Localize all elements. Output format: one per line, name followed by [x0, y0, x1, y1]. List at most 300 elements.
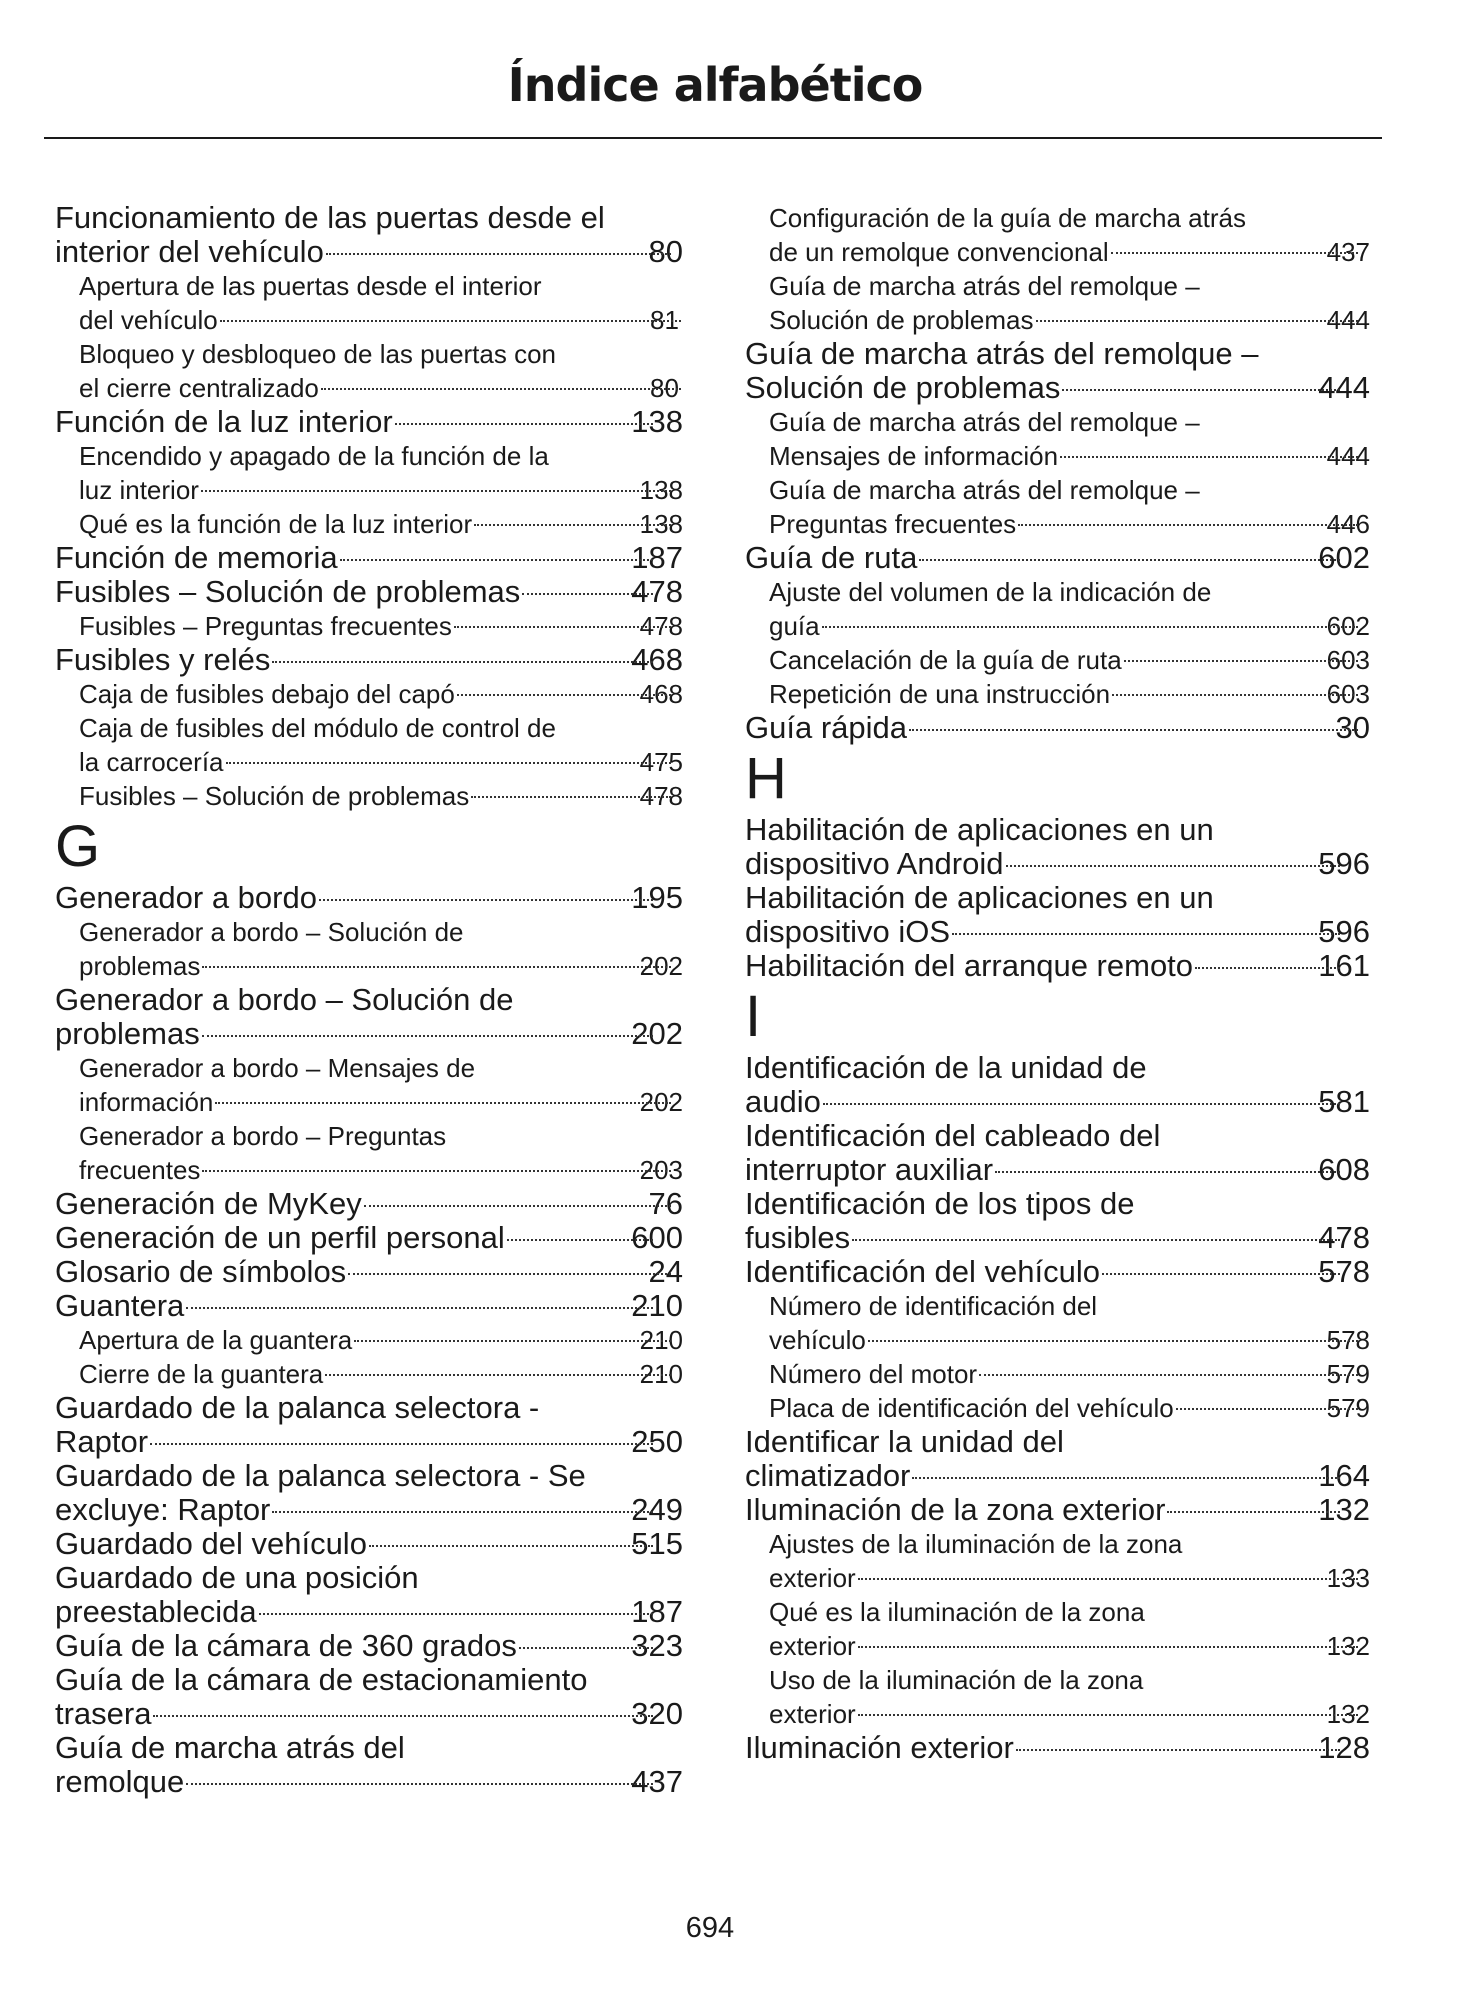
- entry-final-line: [745, 914, 1370, 949]
- entry-term: del vehículo: [79, 305, 218, 335]
- entry-text: [745, 1731, 1370, 1765]
- entry-term: preestablecida: [55, 1594, 257, 1629]
- index-subentry: [55, 1323, 683, 1357]
- entry-term: Preguntas frecuentes: [769, 509, 1017, 539]
- entry-final-line: [55, 1254, 683, 1289]
- entry-lead-text: Guía de marcha atrás del remolque –: [745, 336, 1259, 371]
- entry-term: dispositivo Android: [745, 846, 1004, 881]
- index-entry: [745, 1493, 1370, 1527]
- entry-final-line: [745, 1492, 1370, 1527]
- dot-leader: [369, 1545, 653, 1547]
- index-entry: [55, 1289, 683, 1323]
- entry-final-line: [55, 1492, 683, 1527]
- index-subentry: [55, 439, 683, 507]
- dot-leader: [1112, 694, 1358, 696]
- entry-lead-text: Apertura de las puertas desde el interior: [79, 271, 542, 301]
- entry-text: [55, 269, 683, 337]
- entry-page-number: 444: [1326, 305, 1370, 335]
- dot-leader: [858, 1578, 1358, 1580]
- entry-term: la carrocería: [79, 747, 224, 777]
- entry-term: Apertura de la guantera: [79, 1325, 353, 1355]
- entry-text: [745, 337, 1370, 405]
- entry-text: [55, 575, 683, 609]
- entry-term: problemas: [55, 1016, 200, 1051]
- dot-leader: [909, 729, 1358, 731]
- entry-term: Función de la luz interior: [55, 404, 393, 439]
- entry-page-number: 161: [1318, 948, 1370, 983]
- dot-leader: [226, 762, 671, 764]
- entry-text: [55, 1255, 683, 1289]
- index-subentry: [745, 269, 1370, 337]
- dot-leader: [321, 388, 681, 390]
- index-entry: [745, 1255, 1370, 1289]
- entry-final-line: [55, 1220, 683, 1255]
- entry-text: [55, 1187, 683, 1221]
- entry-page-number: 579: [1326, 1359, 1370, 1389]
- section-letter: G: [55, 814, 101, 879]
- dot-leader: [507, 1239, 653, 1241]
- entry-text: [55, 1051, 683, 1119]
- index-subentry: [745, 677, 1370, 711]
- dot-leader: [354, 1340, 670, 1342]
- entry-term: Cancelación de la guía de ruta: [769, 645, 1122, 675]
- entry-lead-text: Identificar la unidad del: [745, 1424, 1064, 1459]
- entry-final-line: [79, 1085, 683, 1119]
- entry-lead-text: Generador a bordo – Solución de: [79, 917, 464, 947]
- entry-final-line: [55, 1764, 683, 1799]
- entry-lead-text: Generador a bordo – Preguntas: [79, 1121, 447, 1151]
- title-rule: [44, 137, 1382, 139]
- entry-lead-text: Ajuste del volumen de la indicación de: [769, 577, 1212, 607]
- entry-text: [745, 643, 1370, 677]
- entry-page-number: 475: [639, 747, 683, 777]
- index-entry: [745, 1731, 1370, 1765]
- entry-text: [55, 541, 683, 575]
- entry-final-line: [745, 370, 1370, 405]
- entry-text: [55, 1289, 683, 1323]
- entry-page-number: 76: [648, 1186, 683, 1221]
- entry-page-number: 132: [1326, 1699, 1370, 1729]
- entry-term: trasera: [55, 1696, 152, 1731]
- dot-leader: [1167, 1511, 1340, 1513]
- entry-text: [55, 1119, 683, 1187]
- entry-final-line: [745, 1730, 1370, 1765]
- entry-page-number: 446: [1326, 509, 1370, 539]
- entry-lead-text: Guía de la cámara de estacionamiento: [55, 1662, 588, 1697]
- entry-page-number: 444: [1326, 441, 1370, 471]
- entry-page-number: 437: [1326, 237, 1370, 267]
- index-entry: [55, 1187, 683, 1221]
- entry-text: [55, 1221, 683, 1255]
- entry-lead-text: Configuración de la guía de marcha atrás: [769, 203, 1246, 233]
- entry-lead-text: Habilitación de aplicaciones en un: [745, 880, 1214, 915]
- entry-term: Número del motor: [769, 1359, 978, 1389]
- entry-text: [55, 779, 683, 813]
- entry-text: [745, 1425, 1370, 1493]
- index-entry: [745, 1119, 1370, 1187]
- entry-final-line: [79, 473, 683, 507]
- index-subentry: [745, 1289, 1370, 1357]
- entry-lead-text: Uso de la iluminación de la zona: [769, 1665, 1144, 1695]
- entry-term: Guardado del vehículo: [55, 1526, 367, 1561]
- entry-term: el cierre centralizado: [79, 373, 319, 403]
- entry-page-number: 138: [639, 475, 683, 505]
- dot-leader: [215, 1102, 670, 1104]
- entry-term: Generación de un perfil personal: [55, 1220, 505, 1255]
- dot-leader: [202, 1170, 670, 1172]
- entry-final-line: [769, 1357, 1370, 1391]
- dot-leader: [1006, 865, 1341, 867]
- entry-term: Mensajes de información: [769, 441, 1059, 471]
- entry-term: Iluminación de la zona exterior: [745, 1492, 1166, 1527]
- entry-final-line: [55, 880, 683, 915]
- entry-lead-text: Generador a bordo – Solución de: [55, 982, 514, 1017]
- entry-term: Solución de problemas: [769, 305, 1034, 335]
- dot-leader: [326, 253, 671, 255]
- dot-leader: [919, 559, 1340, 561]
- entry-lead-text: Ajustes de la iluminación de la zona: [769, 1529, 1183, 1559]
- page-number: 694: [685, 1912, 735, 1944]
- dot-leader: [202, 1035, 654, 1037]
- entry-text: [745, 1493, 1370, 1527]
- entry-text: [745, 1255, 1370, 1289]
- entry-text: [745, 473, 1370, 541]
- entry-term: problemas: [79, 951, 201, 981]
- index-subentry: [745, 473, 1370, 541]
- entry-text: [55, 1561, 683, 1629]
- dot-leader: [868, 1340, 1358, 1342]
- entry-final-line: [769, 1629, 1370, 1663]
- entry-term: Fusibles – Solución de problemas: [55, 574, 521, 609]
- entry-page-number: 478: [639, 611, 683, 641]
- entry-lead-text: Habilitación de aplicaciones en un: [745, 812, 1214, 847]
- entry-term: Fusibles – Solución de problemas: [79, 781, 470, 811]
- entry-lead-text: Guía de marcha atrás del: [55, 1730, 405, 1765]
- entry-term: luz interior: [79, 475, 199, 505]
- entry-page-number: 210: [631, 1288, 683, 1323]
- entry-final-line: [769, 439, 1370, 473]
- entry-final-line: [55, 1288, 683, 1323]
- entry-final-line: [745, 948, 1370, 983]
- index-entry: [55, 1663, 683, 1731]
- index-subentry: [55, 507, 683, 541]
- entry-term: Guía rápida: [745, 710, 907, 745]
- entry-lead-text: Generador a bordo – Mensajes de: [79, 1053, 476, 1083]
- entry-text: [745, 541, 1370, 575]
- entry-final-line: [55, 1526, 683, 1561]
- dot-leader: [1060, 456, 1358, 458]
- entry-term: frecuentes: [79, 1155, 201, 1185]
- entry-final-line: [745, 1254, 1370, 1289]
- dot-leader: [186, 1307, 653, 1309]
- entry-term: Habilitación del arranque remoto: [745, 948, 1194, 983]
- index-subentry: [55, 711, 683, 779]
- entry-text: [55, 201, 683, 269]
- entry-page-number: 603: [1326, 679, 1370, 709]
- dot-leader: [1195, 967, 1340, 969]
- index-subentry: [55, 1119, 683, 1187]
- index-entry: [745, 711, 1370, 745]
- entry-term: climatizador: [745, 1458, 911, 1493]
- entry-page-number: 602: [1326, 611, 1370, 641]
- dot-leader: [340, 559, 654, 561]
- index-subentry: [745, 1391, 1370, 1425]
- entry-page-number: 515: [631, 1526, 683, 1561]
- dot-leader: [186, 1783, 653, 1785]
- entry-term: dispositivo iOS: [745, 914, 951, 949]
- entry-page-number: 579: [1326, 1393, 1370, 1423]
- entry-page-number: 437: [631, 1764, 683, 1799]
- entry-page-number: 187: [631, 540, 683, 575]
- dot-leader: [259, 1613, 654, 1615]
- dot-leader: [474, 524, 670, 526]
- dot-leader: [952, 933, 1340, 935]
- index-subentry: [55, 779, 683, 813]
- dot-leader: [153, 1715, 653, 1717]
- index-entry: [55, 1255, 683, 1289]
- entry-page-number: 444: [1318, 370, 1370, 405]
- entry-text: [55, 915, 683, 983]
- dot-leader: [823, 1103, 1340, 1105]
- entry-page-number: 132: [1326, 1631, 1370, 1661]
- entry-text: [745, 1527, 1370, 1595]
- index-subentry: [745, 1357, 1370, 1391]
- entry-page-number: 164: [1318, 1458, 1370, 1493]
- dot-leader: [858, 1714, 1358, 1716]
- entry-final-line: [769, 507, 1370, 541]
- right-index-column: [745, 201, 1370, 1765]
- index-subentry: [55, 1357, 683, 1391]
- entry-final-line: [79, 1357, 683, 1391]
- entry-page-number: 250: [631, 1424, 683, 1459]
- entry-term: Guía de ruta: [745, 540, 918, 575]
- entry-term: exterior: [769, 1631, 856, 1661]
- page-title: Índice alfabético: [507, 58, 923, 112]
- dot-leader: [519, 1647, 653, 1649]
- dot-leader: [912, 1477, 1340, 1479]
- entry-page-number: 24: [648, 1254, 683, 1289]
- entry-final-line: [79, 1323, 683, 1357]
- entry-final-line: [745, 710, 1370, 745]
- entry-term: Fusibles y relés: [55, 642, 271, 677]
- index-entry: [745, 1051, 1370, 1119]
- index-subentry: [745, 201, 1370, 269]
- entry-term: Raptor: [55, 1424, 149, 1459]
- index-entry: [55, 1221, 683, 1255]
- entry-term: información: [79, 1087, 214, 1117]
- entry-final-line: [79, 1153, 683, 1187]
- index-subentry: [55, 1051, 683, 1119]
- dot-leader: [150, 1443, 653, 1445]
- entry-lead-text: Identificación del cableado del: [745, 1118, 1161, 1153]
- entry-text: [55, 1629, 683, 1663]
- entry-final-line: [769, 643, 1370, 677]
- entry-final-line: [769, 1391, 1370, 1425]
- entry-page-number: 138: [639, 509, 683, 539]
- dot-leader: [1018, 524, 1357, 526]
- entry-lead-text: Identificación de los tipos de: [745, 1186, 1135, 1221]
- entry-term: Función de memoria: [55, 540, 338, 575]
- entry-text: [745, 405, 1370, 473]
- entry-text: [55, 711, 683, 779]
- entry-final-line: [769, 1561, 1370, 1595]
- entry-text: [55, 1731, 683, 1799]
- entry-text: [745, 949, 1370, 983]
- entry-page-number: 608: [1318, 1152, 1370, 1187]
- entry-final-line: [769, 1697, 1370, 1731]
- entry-final-line: [55, 1016, 683, 1051]
- entry-text: [55, 677, 683, 711]
- index-entry: [55, 881, 683, 915]
- dot-leader: [220, 320, 681, 322]
- entry-term: Cierre de la guantera: [79, 1359, 324, 1389]
- index-entry: [55, 1459, 683, 1527]
- entry-page-number: 202: [639, 1087, 683, 1117]
- entry-final-line: [745, 1220, 1370, 1255]
- entry-page-number: 468: [631, 642, 683, 677]
- entry-final-line: [55, 1424, 683, 1459]
- entry-page-number: 596: [1318, 914, 1370, 949]
- entry-page-number: 478: [1318, 1220, 1370, 1255]
- entry-lead-text: Número de identificación del: [769, 1291, 1098, 1321]
- entry-page-number: 578: [1318, 1254, 1370, 1289]
- index-entry: [55, 1527, 683, 1561]
- entry-final-line: [745, 1458, 1370, 1493]
- index-entry: [745, 949, 1370, 983]
- entry-final-line: [769, 235, 1370, 269]
- entry-term: vehículo: [769, 1325, 866, 1355]
- entry-page-number: 249: [631, 1492, 683, 1527]
- entry-text: [55, 1459, 683, 1527]
- entry-final-line: [79, 507, 683, 541]
- entry-text: [55, 1357, 683, 1391]
- entry-page-number: 210: [639, 1325, 683, 1355]
- index-entry: [55, 1629, 683, 1663]
- entry-text: [745, 711, 1370, 745]
- dot-leader: [1111, 252, 1358, 254]
- entry-page-number: 468: [639, 679, 683, 709]
- entry-final-line: [769, 303, 1370, 337]
- entry-text: [745, 1357, 1370, 1391]
- entry-final-line: [769, 677, 1370, 711]
- entry-term: exterior: [769, 1699, 856, 1729]
- entry-page-number: 600: [631, 1220, 683, 1255]
- entry-term: interior del vehículo: [55, 234, 324, 269]
- entry-text: [55, 507, 683, 541]
- entry-text: [55, 609, 683, 643]
- entry-lead-text: Bloqueo y desbloqueo de las puertas con: [79, 339, 557, 369]
- index-subentry: [55, 609, 683, 643]
- dot-leader: [395, 423, 654, 425]
- dot-leader: [457, 694, 671, 696]
- entry-text: [55, 643, 683, 677]
- dot-leader: [1176, 1408, 1358, 1410]
- entry-final-line: [745, 540, 1370, 575]
- entry-lead-text: Guía de marcha atrás del remolque –: [769, 407, 1200, 437]
- index-subentry: [745, 1595, 1370, 1663]
- entry-lead-text: Guardado de una posición: [55, 1560, 419, 1595]
- dot-leader: [858, 1646, 1358, 1648]
- dot-leader: [1036, 320, 1358, 322]
- entry-page-number: 203: [639, 1155, 683, 1185]
- dot-leader: [202, 966, 670, 968]
- entry-page-number: 80: [648, 234, 683, 269]
- entry-lead-text: Guía de marcha atrás del remolque –: [769, 271, 1200, 301]
- entry-final-line: [55, 404, 683, 439]
- entry-lead-text: Funcionamiento de las puertas desde el: [55, 200, 605, 235]
- index-entry: [745, 541, 1370, 575]
- entry-text: [55, 1527, 683, 1561]
- entry-text: [745, 1391, 1370, 1425]
- entry-page-number: 603: [1326, 645, 1370, 675]
- left-index-column: [55, 201, 683, 1799]
- dot-leader: [325, 1374, 670, 1376]
- entry-final-line: [55, 540, 683, 575]
- index-entry: [55, 541, 683, 575]
- entry-term: Generador a bordo: [55, 880, 317, 915]
- index-entry: [745, 881, 1370, 949]
- index-entry: [745, 1187, 1370, 1255]
- dot-leader: [471, 796, 670, 798]
- entry-term: excluye: Raptor: [55, 1492, 271, 1527]
- entry-term: de un remolque convencional: [769, 237, 1109, 267]
- index-subentry: [55, 269, 683, 337]
- entry-page-number: 210: [639, 1359, 683, 1389]
- entry-final-line: [79, 949, 683, 983]
- dot-leader: [201, 490, 671, 492]
- dot-leader: [852, 1239, 1340, 1241]
- dot-leader: [272, 661, 653, 663]
- entry-term: Caja de fusibles debajo del capó: [79, 679, 455, 709]
- entry-final-line: [55, 1594, 683, 1629]
- index-entry: [55, 983, 683, 1051]
- entry-text: [745, 1663, 1370, 1731]
- entry-term: remolque: [55, 1764, 185, 1799]
- entry-page-number: 596: [1318, 846, 1370, 881]
- entry-final-line: [79, 609, 683, 643]
- entry-term: Solución de problemas: [745, 370, 1061, 405]
- entry-page-number: 133: [1326, 1563, 1370, 1593]
- entry-page-number: 478: [631, 574, 683, 609]
- entry-term: interruptor auxiliar: [745, 1152, 994, 1187]
- entry-text: [55, 881, 683, 915]
- entry-text: [55, 1663, 683, 1731]
- index-entry: [745, 813, 1370, 881]
- entry-term: Qué es la función de la luz interior: [79, 509, 473, 539]
- entry-text: [745, 575, 1370, 643]
- entry-final-line: [745, 1152, 1370, 1187]
- entry-term: Glosario de símbolos: [55, 1254, 347, 1289]
- section-letter: I: [745, 984, 762, 1049]
- entry-text: [745, 813, 1370, 881]
- entry-lead-text: Caja de fusibles del módulo de control de: [79, 713, 556, 743]
- entry-page-number: 202: [631, 1016, 683, 1051]
- entry-text: [55, 1391, 683, 1459]
- entry-final-line: [55, 234, 683, 269]
- index-entry: [55, 1731, 683, 1799]
- dot-leader: [979, 1374, 1358, 1376]
- entry-page-number: 323: [631, 1628, 683, 1663]
- entry-term: Guía de la cámara de 360 grados: [55, 1628, 517, 1663]
- entry-text: [745, 1187, 1370, 1255]
- index-subentry: [745, 1527, 1370, 1595]
- index-entry: [55, 405, 683, 439]
- entry-text: [745, 677, 1370, 711]
- entry-final-line: [55, 1628, 683, 1663]
- index-entry: [55, 1561, 683, 1629]
- index-subentry: [745, 405, 1370, 473]
- entry-final-line: [55, 1696, 683, 1731]
